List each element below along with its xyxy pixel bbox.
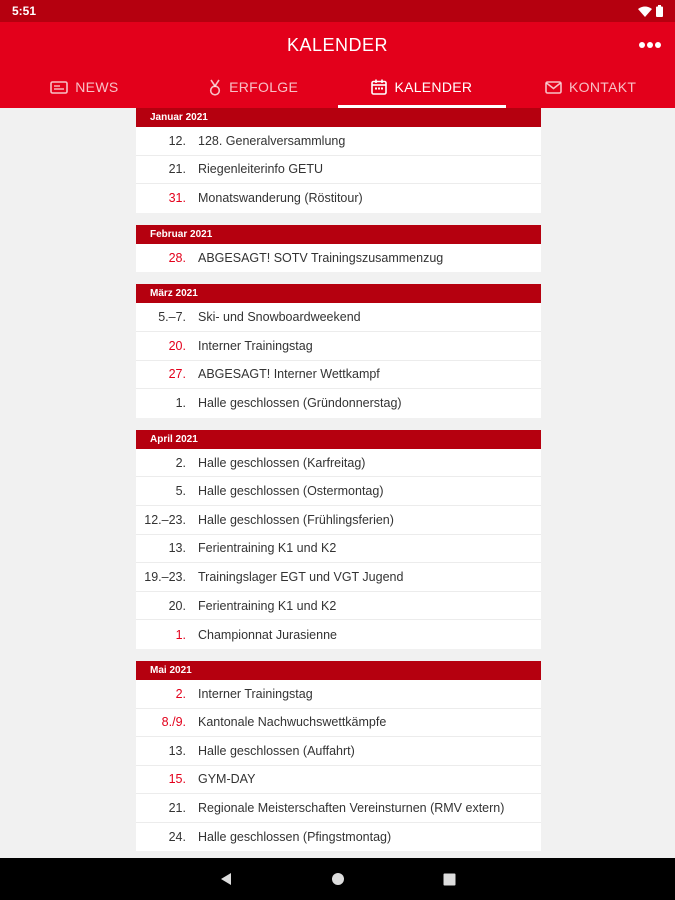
event-date: 13. [168, 743, 186, 758]
event-row[interactable] [136, 737, 541, 766]
month-gap [136, 272, 541, 284]
event-title: Riegenleiterinfo GETU [198, 162, 324, 177]
event-date: 21. [168, 162, 186, 177]
event-date: 15. [168, 772, 186, 787]
event-title: Halle geschlossen (Auffahrt) [198, 743, 355, 758]
system-nav-bar [0, 858, 675, 900]
month-gap [136, 418, 541, 430]
event-row[interactable] [136, 156, 541, 185]
event-row[interactable] [136, 389, 541, 418]
month-gap [136, 649, 541, 661]
event-row[interactable] [136, 823, 541, 852]
event-date: 5. [175, 484, 186, 499]
more-options-button[interactable] [639, 38, 661, 52]
event-row[interactable] [136, 332, 541, 361]
event-row[interactable] [136, 506, 541, 535]
event-row[interactable] [136, 477, 541, 506]
event-title: Interner Trainingstag [198, 686, 313, 701]
back-button[interactable] [214, 867, 238, 891]
event-row[interactable] [136, 592, 541, 621]
app-bar [0, 22, 675, 108]
mail-icon [545, 81, 562, 94]
status-bar [0, 0, 675, 22]
event-date: 31. [168, 191, 186, 206]
month-header: März 2021 [136, 284, 541, 303]
event-row[interactable] [136, 303, 541, 332]
event-date: 2. [175, 686, 186, 701]
home-circle-icon [331, 872, 345, 886]
dot-icon [647, 42, 653, 48]
event-title: Ferientraining K1 und K2 [198, 541, 337, 556]
recents-square-icon [443, 873, 456, 886]
calendar-icon [371, 79, 387, 95]
event-date: 8./9. [161, 715, 186, 730]
event-title: Monatswanderung (Röstitour) [198, 191, 363, 206]
event-date: 20. [168, 598, 186, 613]
event-date: 1. [175, 396, 186, 411]
event-date: 24. [168, 830, 186, 845]
month-header: Januar 2021 [136, 108, 541, 127]
month-header: April 2021 [136, 430, 541, 449]
event-row[interactable] [136, 127, 541, 156]
month-events [136, 303, 541, 417]
event-title: 128. Generalversammlung [198, 133, 346, 148]
event-date: 21. [168, 801, 186, 816]
event-title: ABGESAGT! SOTV Trainingszusammenzug [198, 251, 444, 266]
battery-icon [656, 5, 663, 17]
event-title: Trainingslager EGT und VGT Jugend [198, 569, 404, 584]
event-date: 12.–23. [144, 512, 186, 527]
recents-button[interactable] [438, 867, 462, 891]
event-title: Halle geschlossen (Karfreitag) [198, 455, 366, 470]
event-date: 27. [168, 367, 186, 382]
event-date: 5.–7. [158, 310, 186, 325]
event-date: 12. [168, 133, 186, 148]
event-row[interactable] [136, 244, 541, 273]
tab-kontakt[interactable] [506, 66, 675, 108]
event-date: 28. [168, 251, 186, 266]
event-row[interactable] [136, 184, 541, 213]
event-row[interactable] [136, 680, 541, 709]
month-events [136, 244, 541, 273]
event-title: Halle geschlossen (Ostermontag) [198, 484, 384, 499]
tab-label: KONTAKT [569, 79, 637, 95]
wifi-icon [638, 6, 652, 17]
event-date: 13. [168, 541, 186, 556]
event-row[interactable] [136, 535, 541, 564]
month-gap [136, 213, 541, 225]
event-title: GYM-DAY [198, 772, 256, 787]
dot-icon [655, 42, 661, 48]
event-title: Championnat Jurasienne [198, 627, 337, 642]
tab-label: KALENDER [394, 79, 473, 95]
month-events [136, 449, 541, 649]
news-icon [50, 81, 68, 94]
tab-label: NEWS [75, 79, 119, 95]
event-title: Interner Trainingstag [198, 338, 313, 353]
event-title: ABGESAGT! Interner Wettkampf [198, 367, 380, 382]
tab-erfolge[interactable] [169, 66, 338, 108]
event-date: 20. [168, 338, 186, 353]
month-events [136, 127, 541, 213]
event-date: 19.–23. [144, 569, 186, 584]
page-title: KALENDER [286, 35, 389, 55]
event-title: Halle geschlossen (Frühlingsferien) [198, 512, 394, 527]
home-button[interactable] [326, 867, 350, 891]
event-title: Ski- und Snowboardweekend [198, 310, 361, 325]
event-row[interactable] [136, 563, 541, 592]
tab-kalender[interactable] [338, 66, 507, 108]
medal-icon [208, 79, 222, 96]
status-icons [638, 5, 663, 17]
month-header: Februar 2021 [136, 225, 541, 244]
event-title: Halle geschlossen (Gründonnerstag) [198, 396, 402, 411]
event-date: 1. [175, 627, 186, 642]
dot-icon [639, 42, 645, 48]
tab-news[interactable] [0, 66, 169, 108]
month-events [136, 680, 541, 852]
event-row[interactable] [136, 449, 541, 478]
event-row[interactable] [136, 361, 541, 390]
event-row[interactable] [136, 794, 541, 823]
event-title: Regionale Meisterschaften Vereinsturnen (RMV extern) [198, 801, 505, 816]
event-title: Halle geschlossen (Pfingstmontag) [198, 830, 392, 845]
back-triangle-icon [219, 872, 233, 886]
event-row[interactable] [136, 709, 541, 738]
event-title: Kantonale Nachwuchswettkämpfe [198, 715, 387, 730]
event-row[interactable] [136, 766, 541, 795]
calendar-list[interactable] [136, 108, 541, 858]
tab-label: ERFOLGE [229, 79, 299, 95]
event-date: 2. [175, 455, 186, 470]
event-row[interactable] [136, 620, 541, 649]
tab-bar [0, 66, 675, 108]
event-title: Ferientraining K1 und K2 [198, 598, 337, 613]
status-time: 5:51 [12, 4, 37, 18]
month-header: Mai 2021 [136, 661, 541, 680]
